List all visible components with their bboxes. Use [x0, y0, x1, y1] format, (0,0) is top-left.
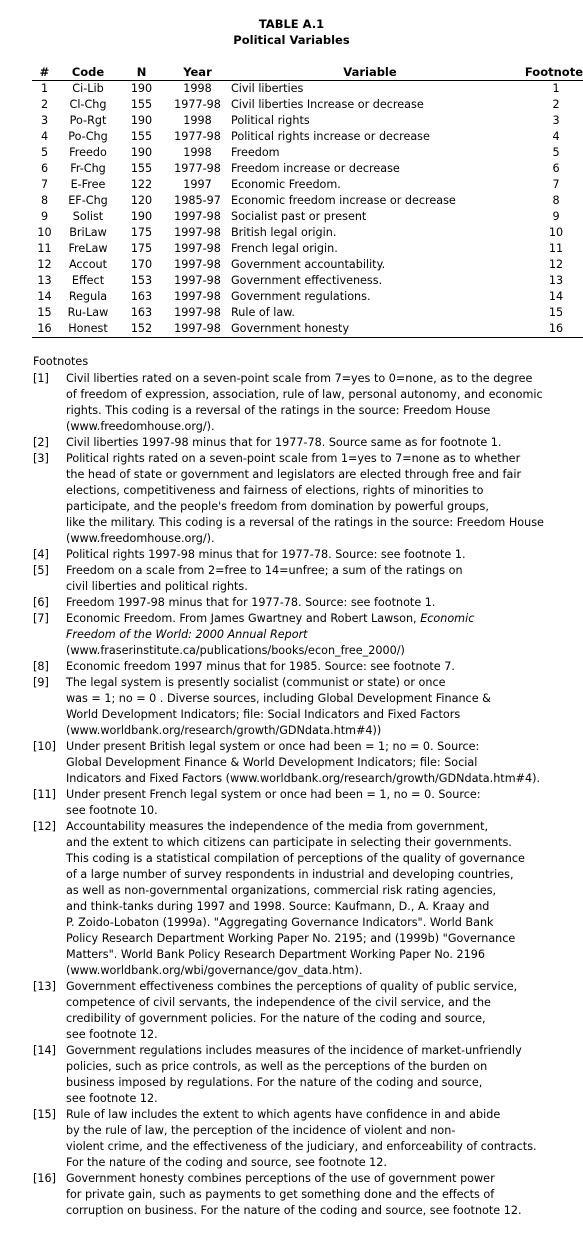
sample-size: 152	[119, 321, 164, 338]
sample-size: 155	[130, 162, 153, 175]
row-number: 14	[37, 290, 52, 303]
header-footnote: Footnote	[509, 64, 583, 81]
variable-name: Political rights	[231, 114, 310, 127]
footnote-ref: 8	[552, 194, 560, 207]
table-row	[32, 161, 583, 177]
footnote-line: violent crime, and the effectiveness of the judiciary, and enforceability of contracts.	[66, 1140, 537, 1153]
footnote-line: Freedom of the World: 2000 Annual Report	[66, 628, 308, 641]
year-range: 1998	[183, 146, 212, 159]
variables-table	[32, 64, 583, 338]
footnote-number: [5]	[33, 564, 49, 577]
footnote-line: This coding is a statistical compilation of perceptions of the quality of governance	[66, 852, 525, 865]
variable-name: Civil liberties	[231, 82, 304, 95]
footnote-item	[0, 1107, 583, 1171]
footnotes-heading: Footnotes	[33, 355, 89, 368]
footnote-line: Political rights 1997-98 minus that for 1977-78. Source: see footnote 1.	[66, 548, 466, 561]
footnote-number: [6]	[33, 596, 49, 609]
footnote-number: [9]	[33, 676, 49, 689]
year-range: 1977-98	[174, 130, 221, 143]
variable-name: Political rights increase or decrease	[231, 130, 430, 143]
footnote-line: (www.worldbank.org/wbi/governance/gov_data.htm).	[66, 964, 363, 977]
footnote-ref: 7	[552, 178, 560, 191]
year-range: 1998	[183, 114, 212, 127]
footnote-number: [4]	[33, 548, 49, 561]
sample-size: 163	[130, 290, 153, 303]
row-number: 9	[40, 210, 49, 223]
variable-name: Government honesty	[231, 321, 509, 338]
row-number: 13	[37, 274, 52, 287]
row-number: 3	[40, 114, 49, 127]
footnote-line: Accountability measures the independence of the media from government,	[66, 820, 489, 833]
footnote-line: Matters". World Bank Policy Research Department Working Paper No. 2196	[66, 948, 486, 961]
table-title: TABLE A.1	[258, 17, 325, 31]
variable-code: Ci-Lib	[72, 82, 104, 95]
footnote-item	[0, 787, 583, 819]
footnote-ref: 12	[548, 258, 564, 271]
footnote-line: Global Development Finance & World Development Indicators; file: Social	[66, 756, 478, 769]
table-row	[32, 129, 583, 145]
variable-name: Socialist past or present	[231, 210, 367, 223]
table-row	[32, 257, 583, 273]
footnote-item	[0, 547, 583, 563]
footnote-item	[0, 371, 583, 435]
footnote-line: policies, such as price controls, as well as the perceptions of the burden on	[66, 1060, 488, 1073]
footnote-ref: 9	[552, 210, 560, 223]
year-range: 1985-97	[174, 194, 221, 207]
row-number: 5	[40, 146, 49, 159]
header-n: N	[119, 64, 164, 81]
table-row	[32, 81, 583, 98]
row-number: 15	[37, 306, 52, 319]
footnote-line: was = 1; no = 0 . Diverse sources, including Global Development Finance &	[66, 692, 491, 705]
footnote-ref: 16	[509, 321, 583, 338]
footnote-item	[0, 1171, 583, 1219]
table-row	[32, 289, 583, 305]
variable-name: British legal origin.	[231, 226, 337, 239]
header-number: #	[32, 64, 57, 81]
sample-size: 175	[130, 242, 153, 255]
footnote-number: [15]	[33, 1108, 56, 1121]
year-range: 1997-98	[174, 210, 221, 223]
row-number: 4	[40, 130, 49, 143]
table-row	[32, 209, 583, 225]
footnote-line: for private gain, such as payments to get something done and the effects of	[66, 1188, 495, 1201]
table-row	[32, 321, 583, 338]
footnote-line: Civil liberties rated on a seven-point scale from 7=yes to 0=none, as to the degree	[66, 372, 533, 385]
footnote-number: [2]	[33, 436, 49, 449]
footnote-item	[0, 563, 583, 595]
variable-code: BriLaw	[69, 226, 107, 239]
footnote-line: by the rule of law, the perception of the incidence of violent and non-	[66, 1124, 456, 1137]
footnote-line: (www.fraserinstitute.ca/publications/books/econ_free_2000/)	[66, 644, 405, 657]
footnote-number: [12]	[33, 820, 56, 833]
footnote-line: (www.freedomhouse.org/).	[66, 532, 215, 545]
sample-size: 163	[130, 306, 153, 319]
row-number: 1	[40, 82, 49, 95]
footnote-line: and the extent to which citizens can participate in selecting their governments.	[66, 836, 512, 849]
footnote-ref: 3	[552, 114, 560, 127]
table-row	[32, 305, 583, 321]
footnote-line: participate, and the people's freedom from domination by powerful groups,	[66, 500, 489, 513]
footnote-line: Political rights rated on a seven-point scale from 1=yes to 7=none as to whether	[66, 452, 521, 465]
footnote-number: [1]	[33, 372, 49, 385]
footnote-number: [10]	[33, 740, 56, 753]
variable-name: Economic freedom increase or decrease	[231, 194, 456, 207]
variable-code: Po-Rgt	[69, 114, 107, 127]
footnote-line: Freedom on a scale from 2=free to 14=unfree; a sum of the ratings on	[66, 564, 463, 577]
table-header-row	[32, 64, 583, 81]
footnote-line: Government honesty combines perceptions of the use of government power	[66, 1172, 495, 1185]
footnote-line: and think-tanks during 1997 and 1998. Source: Kaufmann, D., A. Kraay and	[66, 900, 490, 913]
variable-name: Government regulations.	[231, 290, 371, 303]
sample-size: 120	[130, 194, 153, 207]
sample-size: 155	[130, 130, 153, 143]
footnote-line: of freedom of expression, association, rule of law, personal autonomy, and economic	[66, 388, 543, 401]
footnotes-list	[0, 371, 583, 1219]
variable-name: Civil liberties Increase or decrease	[231, 98, 424, 111]
footnote-line: Civil liberties 1997-98 minus that for 1977-78. Source same as for footnote 1.	[66, 436, 502, 449]
table-row	[32, 241, 583, 257]
table-row	[32, 273, 583, 289]
footnote-line: (www.worldbank.org/research/growth/GDNdata.htm#4))	[66, 724, 382, 737]
footnote-line: credibility of government policies. For the nature of the coding and source,	[66, 1012, 486, 1025]
header-variable: Variable	[231, 64, 509, 81]
year-range: 1997	[183, 178, 212, 191]
footnote-number: [16]	[33, 1172, 56, 1185]
row-number: 8	[40, 194, 49, 207]
table-subtitle: Political Variables	[233, 33, 350, 47]
footnote-number: [7]	[33, 612, 49, 625]
row-number: 12	[37, 258, 52, 271]
footnote-item	[0, 1043, 583, 1107]
footnote-line: Freedom 1997-98 minus that for 1977-78. Source: see footnote 1.	[66, 596, 436, 609]
variable-code: Fr-Chg	[70, 162, 106, 175]
year-range: 1997-98	[174, 274, 221, 287]
variable-code: Po-Chg	[68, 130, 108, 143]
year-range: 1997-98	[174, 242, 221, 255]
variable-name: Freedom	[231, 146, 280, 159]
footnote-ref: 1	[552, 82, 560, 95]
footnote-line: civil liberties and political rights.	[66, 580, 248, 593]
variable-name: Freedom increase or decrease	[231, 162, 400, 175]
footnote-item	[0, 979, 583, 1043]
footnote-ref: 5	[552, 146, 560, 159]
footnote-item	[0, 819, 583, 979]
footnote-item	[0, 659, 583, 675]
year-range: 1977-98	[174, 162, 221, 175]
year-range: 1997-98	[174, 258, 221, 271]
sample-size: 175	[130, 226, 153, 239]
row-number: 10	[37, 226, 52, 239]
footnote-line: Under present French legal system or once had been = 1, no = 0. Source:	[66, 788, 481, 801]
footnote-line: corruption on business. For the nature of the coding and source, see footnote 12.	[66, 1204, 522, 1217]
footnote-number: [3]	[33, 452, 49, 465]
year-range: 1997-98	[164, 321, 231, 338]
footnote-line: Government regulations includes measures of the incidence of market-unfriendly	[66, 1044, 522, 1057]
footnote-line: Economic Freedom. From James Gwartney and Robert Lawson, Economic	[66, 612, 475, 625]
footnote-item	[0, 595, 583, 611]
variable-code: Effect	[71, 274, 105, 287]
footnote-line: Indicators and Fixed Factors (www.worldbank.org/research/growth/GDNdata.htm#4).	[66, 772, 541, 785]
footnote-item	[0, 675, 583, 739]
row-number: 11	[37, 242, 52, 255]
variable-code: EF-Chg	[68, 194, 108, 207]
footnote-line: see footnote 10.	[66, 804, 158, 817]
sample-size: 155	[130, 98, 153, 111]
variable-name: French legal origin.	[231, 242, 338, 255]
variable-code: Regula	[68, 290, 108, 303]
footnote-number: [11]	[33, 788, 56, 801]
table-row	[32, 145, 583, 161]
footnote-line: the head of state or government and legislators are elected through free and fair	[66, 468, 522, 481]
sample-size: 153	[130, 274, 153, 287]
footnote-ref: 14	[548, 290, 564, 303]
year-range: 1997-98	[174, 226, 221, 239]
variable-code: Ru-Law	[67, 306, 109, 319]
row-number: 6	[40, 162, 49, 175]
sample-size: 190	[130, 146, 153, 159]
variable-name: Economic Freedom.	[231, 178, 341, 191]
footnote-line: Policy Research Department Working Paper No. 2195; and (1999b) "Governance	[66, 932, 516, 945]
variable-name: Rule of law.	[231, 306, 295, 319]
footnote-item	[0, 451, 583, 547]
variable-name: Government accountability.	[231, 258, 386, 271]
variable-code: Honest	[57, 321, 119, 338]
footnote-ref: 2	[552, 98, 560, 111]
footnote-line: of a large number of survey respondents in industrial and developing countries,	[66, 868, 514, 881]
footnote-ref: 10	[548, 226, 564, 239]
row-number: 16	[32, 321, 57, 338]
variable-code: Accout	[68, 258, 108, 271]
sample-size: 122	[130, 178, 153, 191]
footnote-line: competence of civil servants, the independence of the civil service, and the	[66, 996, 491, 1009]
variable-name: Government effectiveness.	[231, 274, 383, 287]
footnote-line: P. Zoido-Lobaton (1999a). "Aggregating Governance Indicators". World Bank	[66, 916, 494, 929]
footnote-number: [13]	[33, 980, 56, 993]
footnote-item	[0, 435, 583, 451]
sample-size: 190	[130, 210, 153, 223]
sample-size: 170	[130, 258, 153, 271]
sample-size: 190	[130, 114, 153, 127]
footnote-number: [8]	[33, 660, 49, 673]
table-row	[32, 225, 583, 241]
footnote-item	[0, 611, 583, 659]
year-range: 1998	[183, 82, 212, 95]
footnote-line: Rule of law includes the extent to which agents have confidence in and abide	[66, 1108, 501, 1121]
footnote-line: business imposed by regulations. For the nature of the coding and source,	[66, 1076, 483, 1089]
footnote-line: as well as non-governmental organizations, commercial risk rating agencies,	[66, 884, 497, 897]
footnote-line: Under present British legal system or once had been = 1; no = 0. Source:	[66, 740, 480, 753]
header-code: Code	[57, 64, 119, 81]
footnote-ref: 15	[548, 306, 564, 319]
footnote-line: like the military. This coding is a reversal of the ratings in the source: Freedom House	[66, 516, 544, 529]
footnote-line: elections, competitiveness and fairness of elections, rights of minorities to	[66, 484, 484, 497]
footnote-line: see footnote 12.	[66, 1028, 158, 1041]
table-row	[32, 113, 583, 129]
footnote-ref: 11	[548, 242, 564, 255]
footnote-ref: 4	[552, 130, 560, 143]
footnote-ref: 6	[552, 162, 560, 175]
year-range: 1997-98	[174, 306, 221, 319]
footnote-line: Government effectiveness combines the perceptions of quality of public service,	[66, 980, 518, 993]
variable-code: E-Free	[70, 178, 106, 191]
footnote-line: Economic freedom 1997 minus that for 1985. Source: see footnote 7.	[66, 660, 455, 673]
footnote-line: For the nature of the coding and source, see footnote 12.	[66, 1156, 387, 1169]
year-range: 1997-98	[174, 290, 221, 303]
variable-code: FreLaw	[68, 242, 108, 255]
table-row	[32, 97, 583, 113]
footnote-line: (www.freedomhouse.org/).	[66, 420, 215, 433]
year-range: 1977-98	[174, 98, 221, 111]
row-number: 2	[40, 98, 49, 111]
sample-size: 190	[130, 82, 153, 95]
footnote-item	[0, 739, 583, 787]
row-number: 7	[40, 178, 49, 191]
footnote-line: rights. This coding is a reversal of the ratings in the source: Freedom House	[66, 404, 491, 417]
variable-code: Solist	[72, 210, 104, 223]
footnote-line: see footnote 12.	[66, 1092, 158, 1105]
footnote-number: [14]	[33, 1044, 56, 1057]
header-year: Year	[164, 64, 231, 81]
variable-code: Cl-Chg	[69, 98, 107, 111]
table-row	[32, 193, 583, 209]
variable-code: Freedo	[69, 146, 107, 159]
footnote-line: World Development Indicators; file: Social Indicators and Fixed Factors	[66, 708, 461, 721]
table-row	[32, 177, 583, 193]
footnote-ref: 13	[548, 274, 564, 287]
footnote-line: The legal system is presently socialist (communist or state) or once	[66, 676, 446, 689]
